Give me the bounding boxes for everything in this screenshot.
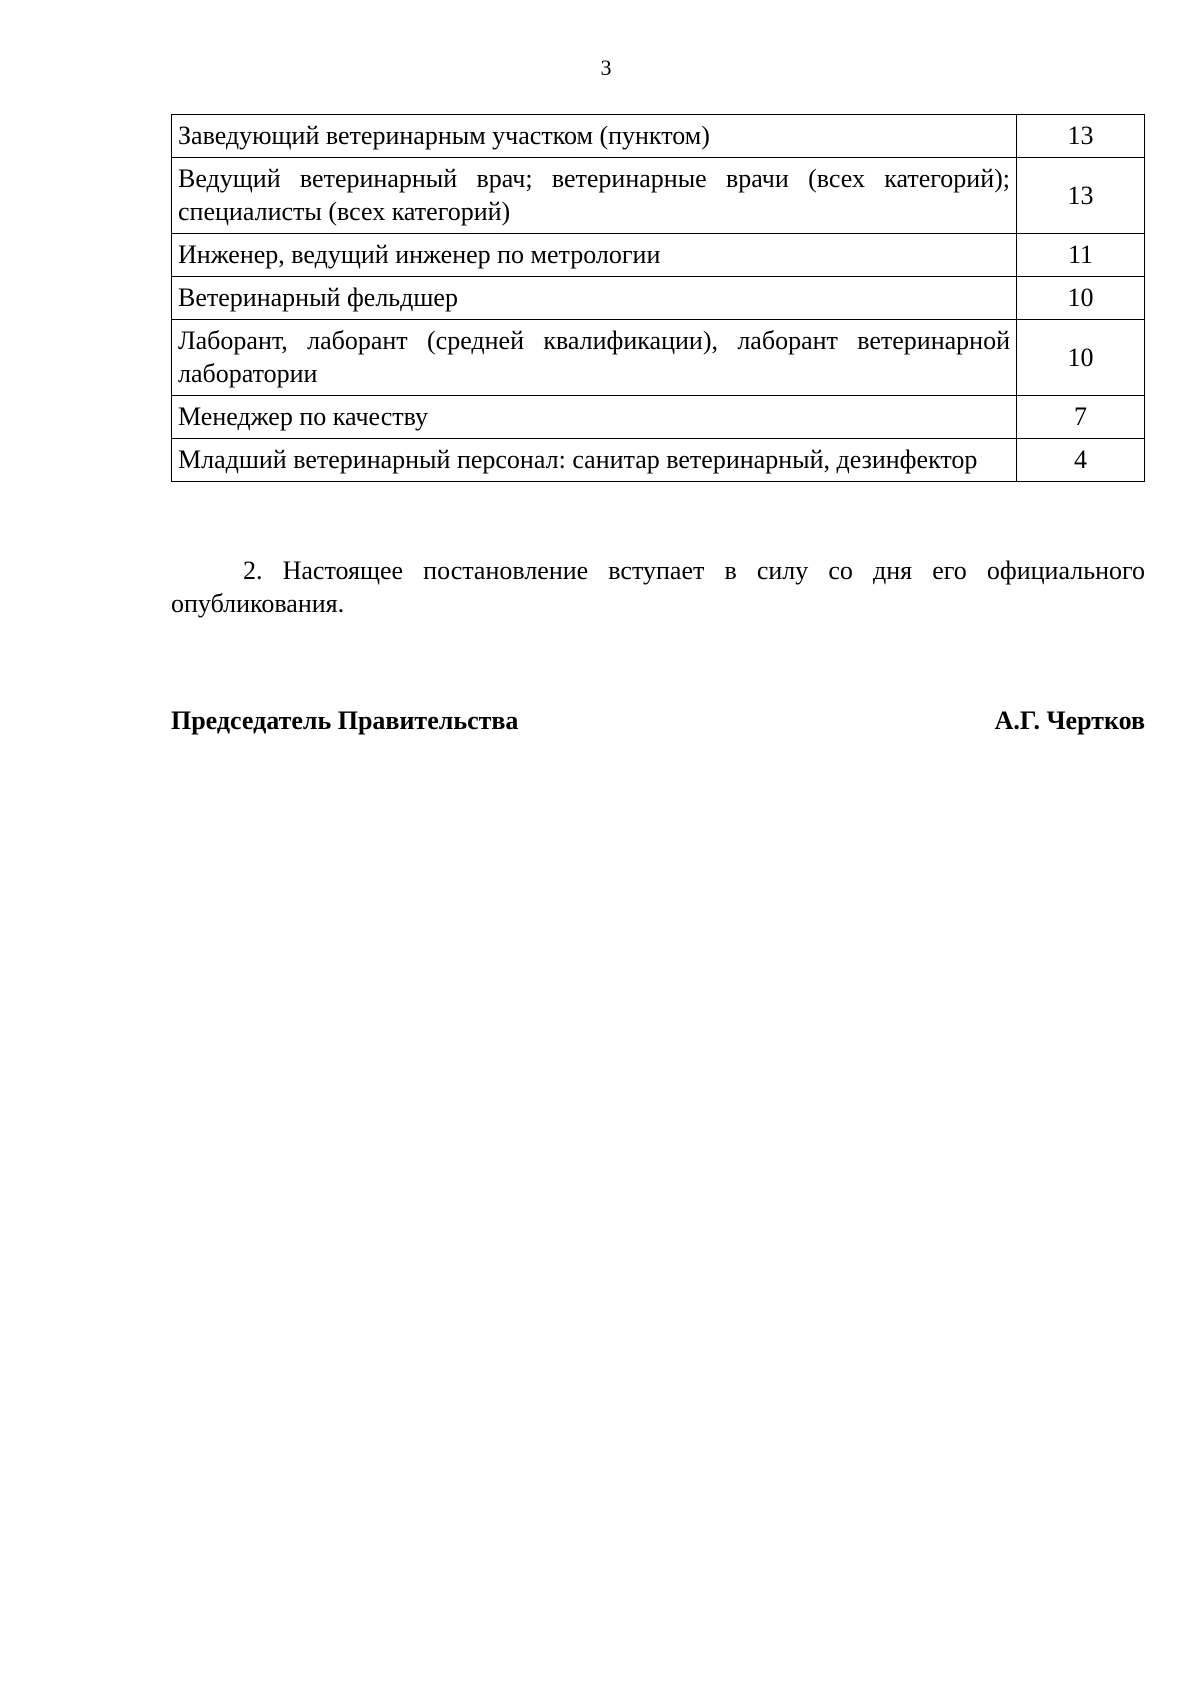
table-row	[172, 115, 1145, 158]
position-name-cell: Младший ветеринарный персонал: санитар ветеринарный, дезинфектор	[172, 439, 1017, 482]
page-number: 3	[600, 55, 612, 80]
position-value-cell: 11	[1017, 234, 1145, 277]
table-row	[172, 277, 1145, 320]
table-row	[172, 396, 1145, 439]
position-value-cell: 10	[1017, 320, 1145, 396]
position-name-cell: Заведующий ветеринарным участком (пунктом)	[172, 115, 1017, 158]
table-row	[172, 439, 1145, 482]
signature-block	[171, 704, 1145, 737]
position-name-cell: Менеджер по качеству	[172, 396, 1017, 439]
position-value-cell: 13	[1017, 115, 1145, 158]
positions-table	[171, 114, 1145, 482]
table-row	[172, 158, 1145, 234]
position-value-cell: 10	[1017, 277, 1145, 320]
position-value-cell: 7	[1017, 396, 1145, 439]
position-value-cell: 13	[1017, 158, 1145, 234]
signatory-name: А.Г. Чертков	[994, 706, 1145, 735]
position-name-cell: Лаборант, лаборант (средней квалификации), лаборант ветеринарной лаборатории	[172, 320, 1017, 396]
position-name-cell: Ветеринарный фельдшер	[172, 277, 1017, 320]
clause-paragraph: 2. Настоящее постановление вступает в силу со дня его официального опубликования.	[171, 556, 1145, 618]
position-name-cell: Ведущий ветеринарный врач; ветеринарные врачи (всех категорий); специалисты (всех категорий)	[172, 158, 1017, 234]
table-row	[172, 234, 1145, 277]
table-row	[172, 320, 1145, 396]
position-name-cell: Инженер, ведущий инженер по метрологии	[172, 234, 1017, 277]
signatory-position: Председатель Правительства	[171, 706, 519, 735]
position-value-cell: 4	[1017, 439, 1145, 482]
